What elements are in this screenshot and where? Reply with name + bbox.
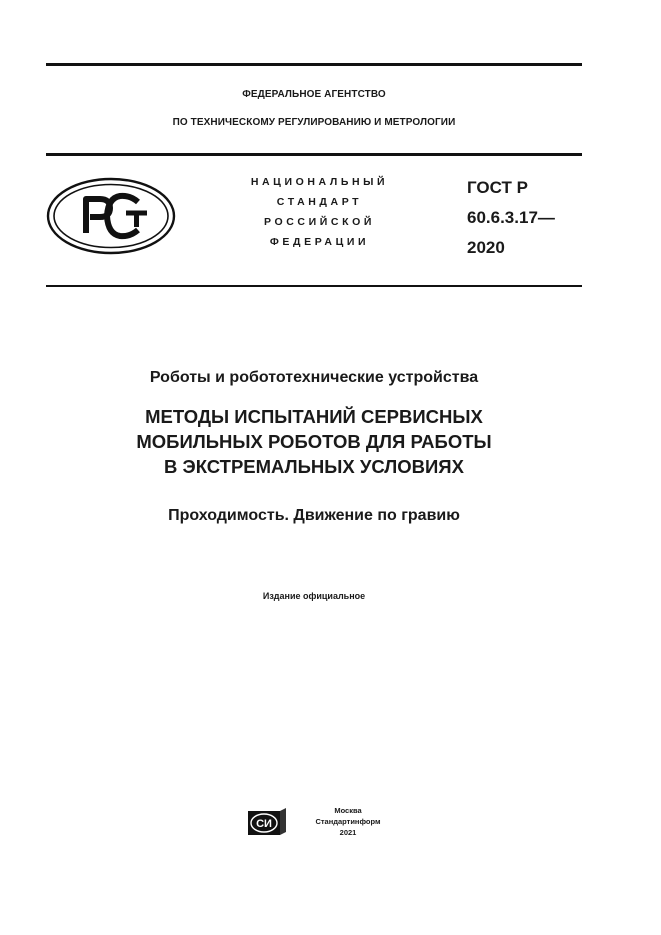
document-subject: Роботы и робототехнические устройства: [149, 369, 479, 386]
document-title: [46, 404, 582, 479]
standard-type-block: [232, 172, 407, 252]
gost-r-mark-icon: [46, 177, 176, 255]
agency-name-line1: ФЕДЕРАЛЬНОЕ АГЕНТСТВО: [242, 89, 386, 100]
publisher-year: 2021: [339, 828, 357, 837]
title-line2: МОБИЛЬНЫХ РОБОТОВ ДЛЯ РАБОТЫ: [136, 431, 492, 452]
standartinform-logo-icon: [247, 808, 287, 836]
svg-text:СИ: СИ: [256, 818, 272, 830]
standard-type-line2: СТАНДАРТ: [276, 196, 363, 208]
title-line3: В ЭКСТРЕМАЛЬНЫХ УСЛОВИЯХ: [164, 456, 464, 477]
header-bottom-rule: [46, 153, 582, 156]
designation-line1: ГОСТ Р: [467, 178, 528, 197]
standard-type-line1: НАЦИОНАЛЬНЫЙ: [250, 176, 389, 188]
agency-name-line2: ПО ТЕХНИЧЕСКОМУ РЕГУЛИРОВАНИЮ И МЕТРОЛОГИИ: [172, 117, 456, 128]
title-line1: МЕТОДЫ ИСПЫТАНИЙ СЕРВИСНЫХ: [145, 406, 483, 427]
standard-type-line3: РОССИЙСКОЙ: [264, 216, 375, 228]
standard-designation: [467, 173, 555, 263]
publisher-city: Москва: [334, 806, 362, 815]
document-subtitle: Проходимость. Движение по гравию: [168, 507, 460, 524]
publisher-name: Стандартинформ: [315, 817, 381, 826]
designation-line2: 60.6.3.17—: [467, 208, 555, 227]
masthead-bottom-rule: [46, 285, 582, 287]
top-rule: [46, 63, 582, 66]
designation-line3: 2020: [467, 238, 505, 257]
standard-type-line4: ФЕДЕРАЦИИ: [269, 236, 370, 248]
edition-label: Издание официальное: [262, 591, 366, 601]
publisher-info: [308, 805, 388, 838]
